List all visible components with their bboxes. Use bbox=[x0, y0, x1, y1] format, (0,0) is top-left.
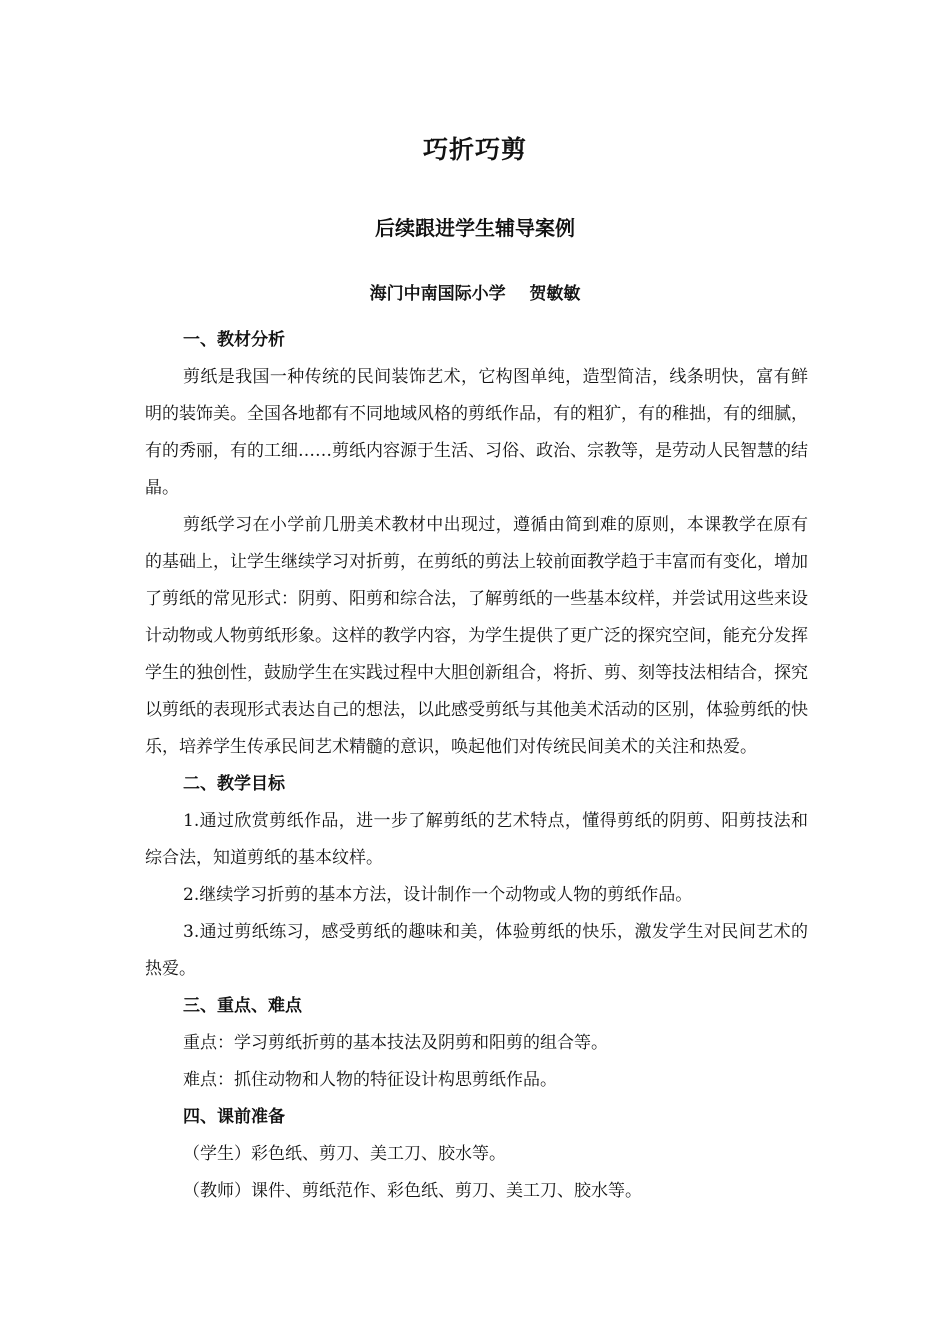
student-materials-line: （学生）彩色纸、剪刀、美工刀、胶水等。 bbox=[183, 1144, 506, 1164]
section-teaching-goals bbox=[145, 766, 808, 988]
document-author: 海门中南国际小学 贺敏敏 bbox=[369, 284, 581, 304]
teacher-materials-line: （教师）课件、剪纸范作、彩色纸、剪刀、美工刀、胶水等。 bbox=[183, 1181, 642, 1201]
document-body bbox=[145, 322, 808, 1210]
paragraph: 剪纸是我国一种传统的民间装饰艺术，它构图单纯，造型简洁，线条明快，富有鲜明的装饰美。全国各地都有不同地域风格的剪纸作品，有的粗犷，有的稚拙，有的细腻，有的秀丽，有的工细……剪纸内容源于生活、习俗、政治、宗教等，是劳动人民智慧的结晶。 bbox=[145, 367, 808, 498]
goal-item: 3.通过剪纸练习，感受剪纸的趣味和美，体验剪纸的快乐，激发学生对民间艺术的热爱。 bbox=[145, 922, 808, 979]
section-heading: 一、教材分析 bbox=[183, 330, 285, 350]
section-material-analysis bbox=[145, 322, 808, 766]
section-key-points bbox=[145, 988, 808, 1099]
goal-item: 1.通过欣赏剪纸作品，进一步了解剪纸的艺术特点，懂得剪纸的阴剪、阳剪技法和综合法，知道剪纸的基本纹样。 bbox=[145, 811, 808, 868]
key-point-line: 重点：学习剪纸折剪的基本技法及阴剪和阳剪的组合等。 bbox=[183, 1033, 608, 1053]
section-heading: 四、课前准备 bbox=[183, 1107, 285, 1127]
section-heading: 三、重点、难点 bbox=[183, 996, 302, 1016]
goal-item: 2.继续学习折剪的基本方法，设计制作一个动物或人物的剪纸作品。 bbox=[183, 885, 693, 905]
section-preparation bbox=[145, 1099, 808, 1210]
difficulty-line: 难点：抓住动物和人物的特征设计构思剪纸作品。 bbox=[183, 1070, 557, 1090]
section-heading: 二、教学目标 bbox=[183, 774, 285, 794]
document-title: 巧折巧剪 bbox=[422, 135, 527, 164]
paragraph: 剪纸学习在小学前几册美术教材中出现过，遵循由简到难的原则，本课教学在原有的基础上，让学生继续学习对折剪，在剪纸的剪法上较前面教学趋于丰富而有变化，增加了剪纸的常见形式：阴剪、阳剪和综合法，了解剪纸的一些基本纹样，并尝试用这些来设计动物或人物剪纸形象。这样的教学内容，为学生提供了更广泛的探究空间，能充分发挥学生的独创性，鼓励学生在实践过程中大胆创新组合，将折、剪、刻等技法相结合，探究以剪纸的表现形式表达自己的想法，以此感受剪纸与其他美术活动的区别，体验剪纸的快乐，培养学生传承民间艺术精髓的意识，唤起他们对传统民间美术的关注和热爱。 bbox=[145, 515, 808, 757]
document-subtitle: 后续跟进学生辅导案例 bbox=[375, 216, 575, 240]
